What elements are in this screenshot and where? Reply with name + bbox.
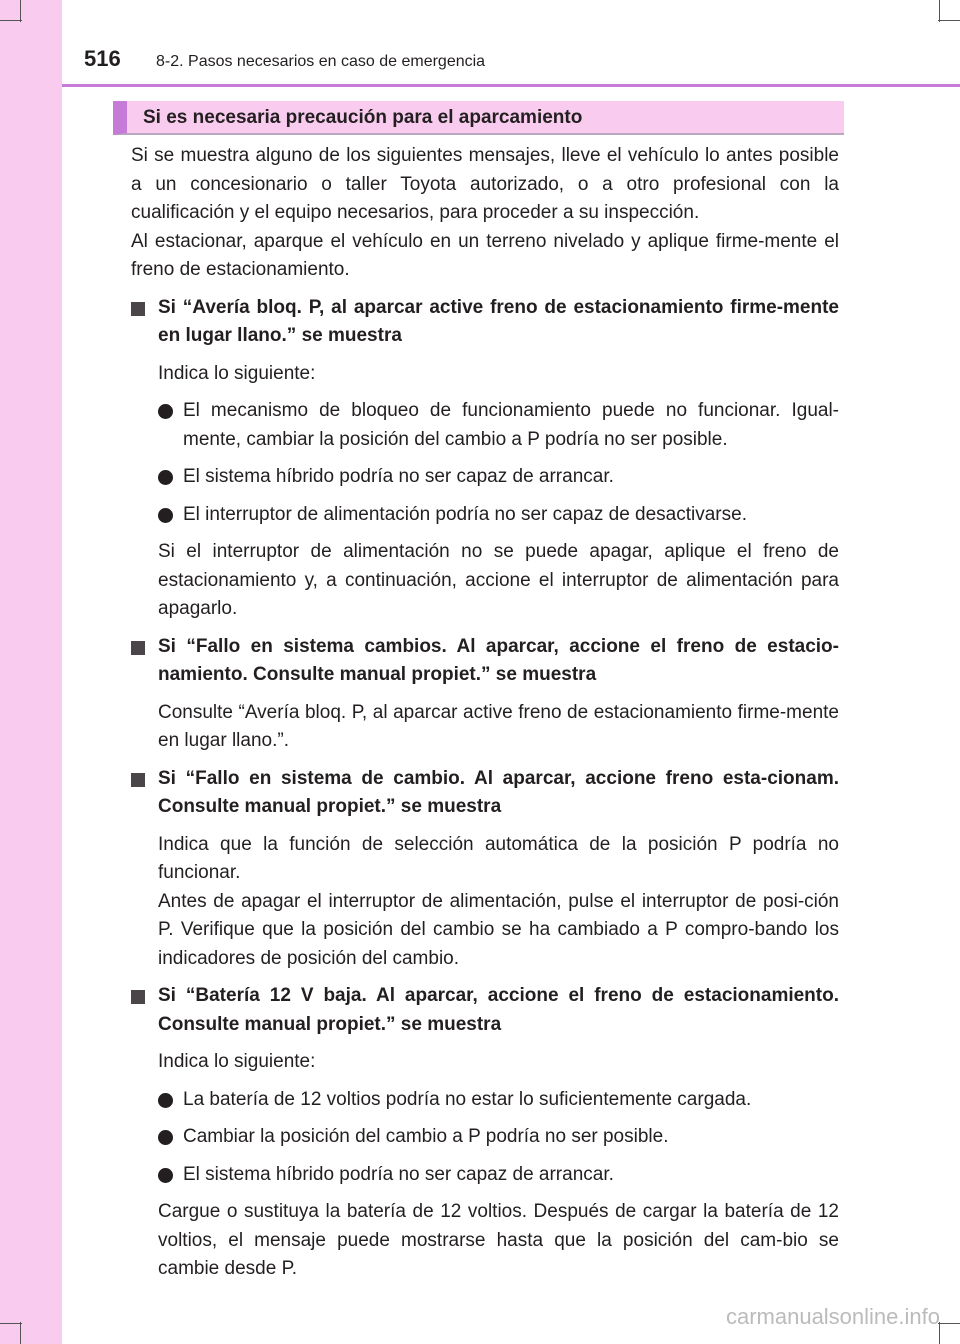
- bullet-dot-icon: [158, 470, 173, 485]
- list-item: [131, 1086, 839, 1115]
- header-rule: [62, 84, 960, 87]
- bullet-dot-icon: [158, 1093, 173, 1108]
- list-item: [131, 501, 839, 530]
- list-item-text: Cambiar la posición del cambio a P podría no ser posible.: [183, 1126, 669, 1147]
- list-item: [131, 463, 839, 492]
- list-item-text: La batería de 12 voltios podría no estar lo suficientemente cargada.: [183, 1088, 752, 1110]
- list-item-text: El sistema híbrido podría no ser capaz de arrancar.: [183, 1163, 614, 1185]
- square-bullet-icon: [131, 641, 145, 655]
- crop-mark: [939, 0, 940, 22]
- body-text: Indica lo siguiente:: [158, 1051, 316, 1072]
- square-bullet-icon: [131, 773, 145, 787]
- crop-mark: [0, 1323, 22, 1324]
- section-title-bar: [113, 101, 844, 135]
- message-heading-text: Si “Avería bloq. P, al aparcar active freno de estacionamiento firme-mente en lugar llano.” se muestra: [158, 296, 839, 346]
- bullet-dot-icon: [158, 508, 173, 523]
- crop-mark: [938, 1323, 960, 1324]
- body-text: Si el interruptor de alimentación no se puede apagar, aplique el freno de estacionamiento y, a continuación, accione el interruptor de alimentación para apagarlo.: [158, 541, 839, 619]
- message-heading-text: Si “Fallo en sistema de cambio. Al aparcar, accione freno esta-cionam. Consulte manual propiet.” se muestra: [158, 767, 839, 817]
- intro-paragraph: Si se muestra alguno de los siguientes mensajes, lleve el vehículo lo antes posible a un concesionario o taller Toyota autorizado, o a otro profesional con la cualificación y el equipo necesarios, para proceder a su inspección.: [131, 145, 839, 223]
- body-text: Indica que la función de selección automática de la posición P podría no funcionar.: [158, 833, 839, 883]
- message-heading: [131, 765, 839, 822]
- message-heading-text: Si “Batería 12 V baja. Al aparcar, accione el freno de estacionamiento. Consulte manual propiet.” se muestra: [158, 985, 839, 1035]
- message-heading: [131, 982, 839, 1039]
- list-item-text: El mecanismo de bloqueo de funcionamiento puede no funcionar. Igual-mente, cambiar la posición del cambio a P podría no ser posible.: [183, 400, 839, 450]
- page-number: 516: [84, 46, 121, 71]
- bullet-dot-icon: [158, 404, 173, 419]
- message-heading: [131, 633, 839, 690]
- intro-paragraph: Al estacionar, aparque el vehículo en un terreno nivelado y aplique firme-mente el freno de estacionamiento.: [131, 230, 839, 280]
- body-text: Indica lo siguiente:: [158, 362, 316, 384]
- square-bullet-icon: [131, 990, 145, 1004]
- body-text: Consulte “Avería bloq. P, al aparcar active freno de estacionamiento firme-mente en lugar llano.”.: [158, 701, 839, 751]
- body-text: Cargue o sustituya la batería de 12 voltios. Después de cargar la batería de 12 voltios, el mensaje puede mostrarse hasta que la posición del cam-bio se cambie desde P.: [158, 1201, 839, 1279]
- list-item-text: El sistema híbrido podría no ser capaz de arrancar.: [183, 466, 614, 487]
- square-bullet-icon: [131, 302, 145, 316]
- running-head: 8-2. Pasos necesarios en caso de emergencia: [156, 53, 486, 70]
- list-item: [131, 397, 839, 454]
- body-text: Antes de apagar el interruptor de alimentación, pulse el interruptor de posi-ción P. Verifique que la posición del cambio se ha cambiado a P compro-bando los indicadores de posición del cambio.: [158, 890, 839, 969]
- message-heading: [131, 294, 839, 351]
- list-item-text: El interruptor de alimentación podría no ser capaz de desactivarse.: [183, 503, 747, 525]
- crop-mark: [938, 20, 960, 21]
- watermark: carmanualsonline.info: [725, 1304, 940, 1329]
- list-item: [131, 1123, 839, 1152]
- section-title: Si es necesaria precaución para el aparcamiento: [143, 107, 583, 128]
- page-side-tab: [0, 0, 62, 1344]
- crop-mark: [0, 20, 22, 21]
- crop-mark: [20, 1322, 21, 1344]
- main-content: [131, 142, 839, 1284]
- crop-mark: [20, 0, 21, 22]
- bullet-dot-icon: [158, 1168, 173, 1183]
- message-heading-text: Si “Fallo en sistema cambios. Al aparcar, accione el freno de estacio-namiento. Consulte manual propiet.” se muestra: [158, 635, 839, 685]
- bullet-dot-icon: [158, 1130, 173, 1145]
- list-item: [131, 1161, 839, 1190]
